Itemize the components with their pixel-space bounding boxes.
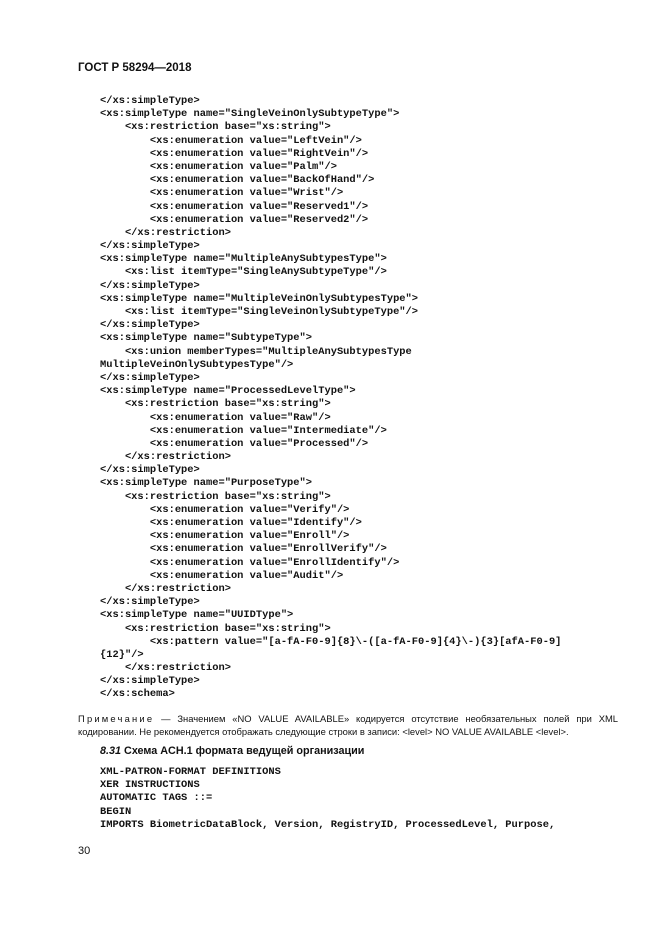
code-line: </xs:simpleType>	[100, 464, 200, 477]
code-line: <xs:restriction base="xs:string">	[100, 398, 331, 411]
code-line: </xs:restriction>	[100, 662, 231, 675]
code-line: IMPORTS BiometricDataBlock, Version, RegistryID, ProcessedLevel, Purpose,	[100, 818, 556, 831]
note-label: Примечание	[78, 713, 155, 724]
asn1-code-block	[100, 766, 620, 832]
code-line: </xs:simpleType>	[100, 675, 200, 688]
code-line: </xs:restriction>	[100, 451, 231, 464]
code-line: <xs:pattern value="[a-fA-F0-9]{8}\-([a-fA-F0-9]{4}\-){3}[afA-F0-9]	[100, 635, 562, 648]
code-line: <xs:enumeration value="BackOfHand"/>	[100, 174, 375, 187]
code-line: <xs:enumeration value="Enroll"/>	[100, 530, 350, 543]
code-line: XER INSTRUCTIONS	[100, 779, 200, 792]
code-line: <xs:simpleType name="SingleVeinOnlySubtypeType">	[100, 108, 400, 121]
code-line: <xs:simpleType name="PurposeType">	[100, 477, 313, 490]
code-line: </xs:simpleType>	[100, 279, 200, 292]
code-line: <xs:enumeration value="RightVein"/>	[100, 147, 369, 160]
code-line: <xs:enumeration value="EnrollVerify"/>	[100, 543, 387, 556]
code-line: <xs:enumeration value="LeftVein"/>	[100, 134, 362, 147]
code-line: <xs:union memberTypes="MultipleAnySubtypesType	[100, 345, 412, 358]
note-paragraph	[78, 712, 618, 738]
code-line: <xs:enumeration value="Identify"/>	[100, 517, 362, 529]
code-line: {12}"/>	[100, 648, 144, 661]
code-line: <xs:enumeration value="EnrollIdentify"/>	[100, 556, 400, 569]
code-line: <xs:simpleType name="ProcessedLevelType">	[100, 385, 356, 398]
code-line: </xs:simpleType>	[100, 95, 200, 107]
code-line: </xs:simpleType>	[100, 596, 200, 609]
note-text: — Значением «NO VALUE AVAILABLE» кодируется отсутствие необязательных полей при XML кодировании. Не рекомендуется отображать следующие строки в записи: <level> NO VALUE AVAILABLE <level>.	[78, 713, 618, 737]
code-line: <xs:enumeration value="Processed"/>	[100, 437, 369, 450]
section-title: Схема ACH.1 формата ведущей организации	[121, 745, 365, 757]
code-line: <xs:list itemType="SingleVeinOnlySubtypeType"/>	[100, 306, 419, 318]
code-line: <xs:simpleType name="MultipleVeinOnlySubtypesType">	[100, 292, 419, 305]
code-line: <xs:enumeration value="Raw"/>	[100, 411, 331, 424]
code-line: </xs:simpleType>	[100, 319, 200, 332]
code-line: <xs:enumeration value="Verify"/>	[100, 503, 350, 516]
code-line: <xs:enumeration value="Intermediate"/>	[100, 424, 387, 437]
page-number: 30	[78, 845, 91, 857]
code-line: BEGIN	[100, 805, 132, 818]
code-line: AUTOMATIC TAGS ::=	[100, 792, 213, 805]
code-line: <xs:list itemType="SingleAnySubtypeType"/>	[100, 266, 387, 279]
code-line: <xs:simpleType name="MultipleAnySubtypesType">	[100, 253, 387, 266]
code-line: <xs:enumeration value="Palm"/>	[100, 160, 337, 173]
code-line: <xs:restriction base="xs:string">	[100, 622, 331, 635]
document-header: ГОСТ Р 58294—2018	[78, 62, 192, 74]
section-number: 8.31	[100, 745, 122, 757]
code-line: </xs:simpleType>	[100, 371, 200, 384]
code-line: </xs:simpleType>	[100, 240, 200, 253]
code-line: </xs:schema>	[100, 688, 175, 701]
xml-schema-code-block	[100, 95, 620, 702]
code-line: <xs:enumeration value="Wrist"/>	[100, 187, 344, 200]
code-line: </xs:restriction>	[100, 582, 231, 595]
code-line: </xs:restriction>	[100, 226, 231, 239]
code-line: <xs:simpleType name="SubtypeType">	[100, 332, 313, 345]
code-line: <xs:enumeration value="Reserved1"/>	[100, 200, 369, 213]
code-line: <xs:enumeration value="Reserved2"/>	[100, 213, 369, 226]
code-line: XML-PATRON-FORMAT DEFINITIONS	[100, 766, 281, 778]
code-line: <xs:restriction base="xs:string">	[100, 121, 331, 134]
code-line: MultipleVeinOnlySubtypesType"/>	[100, 358, 294, 371]
code-line: <xs:enumeration value="Audit"/>	[100, 569, 344, 582]
code-line: <xs:simpleType name="UUIDType">	[100, 609, 294, 622]
code-line: <xs:restriction base="xs:string">	[100, 490, 331, 503]
section-heading	[100, 745, 364, 757]
